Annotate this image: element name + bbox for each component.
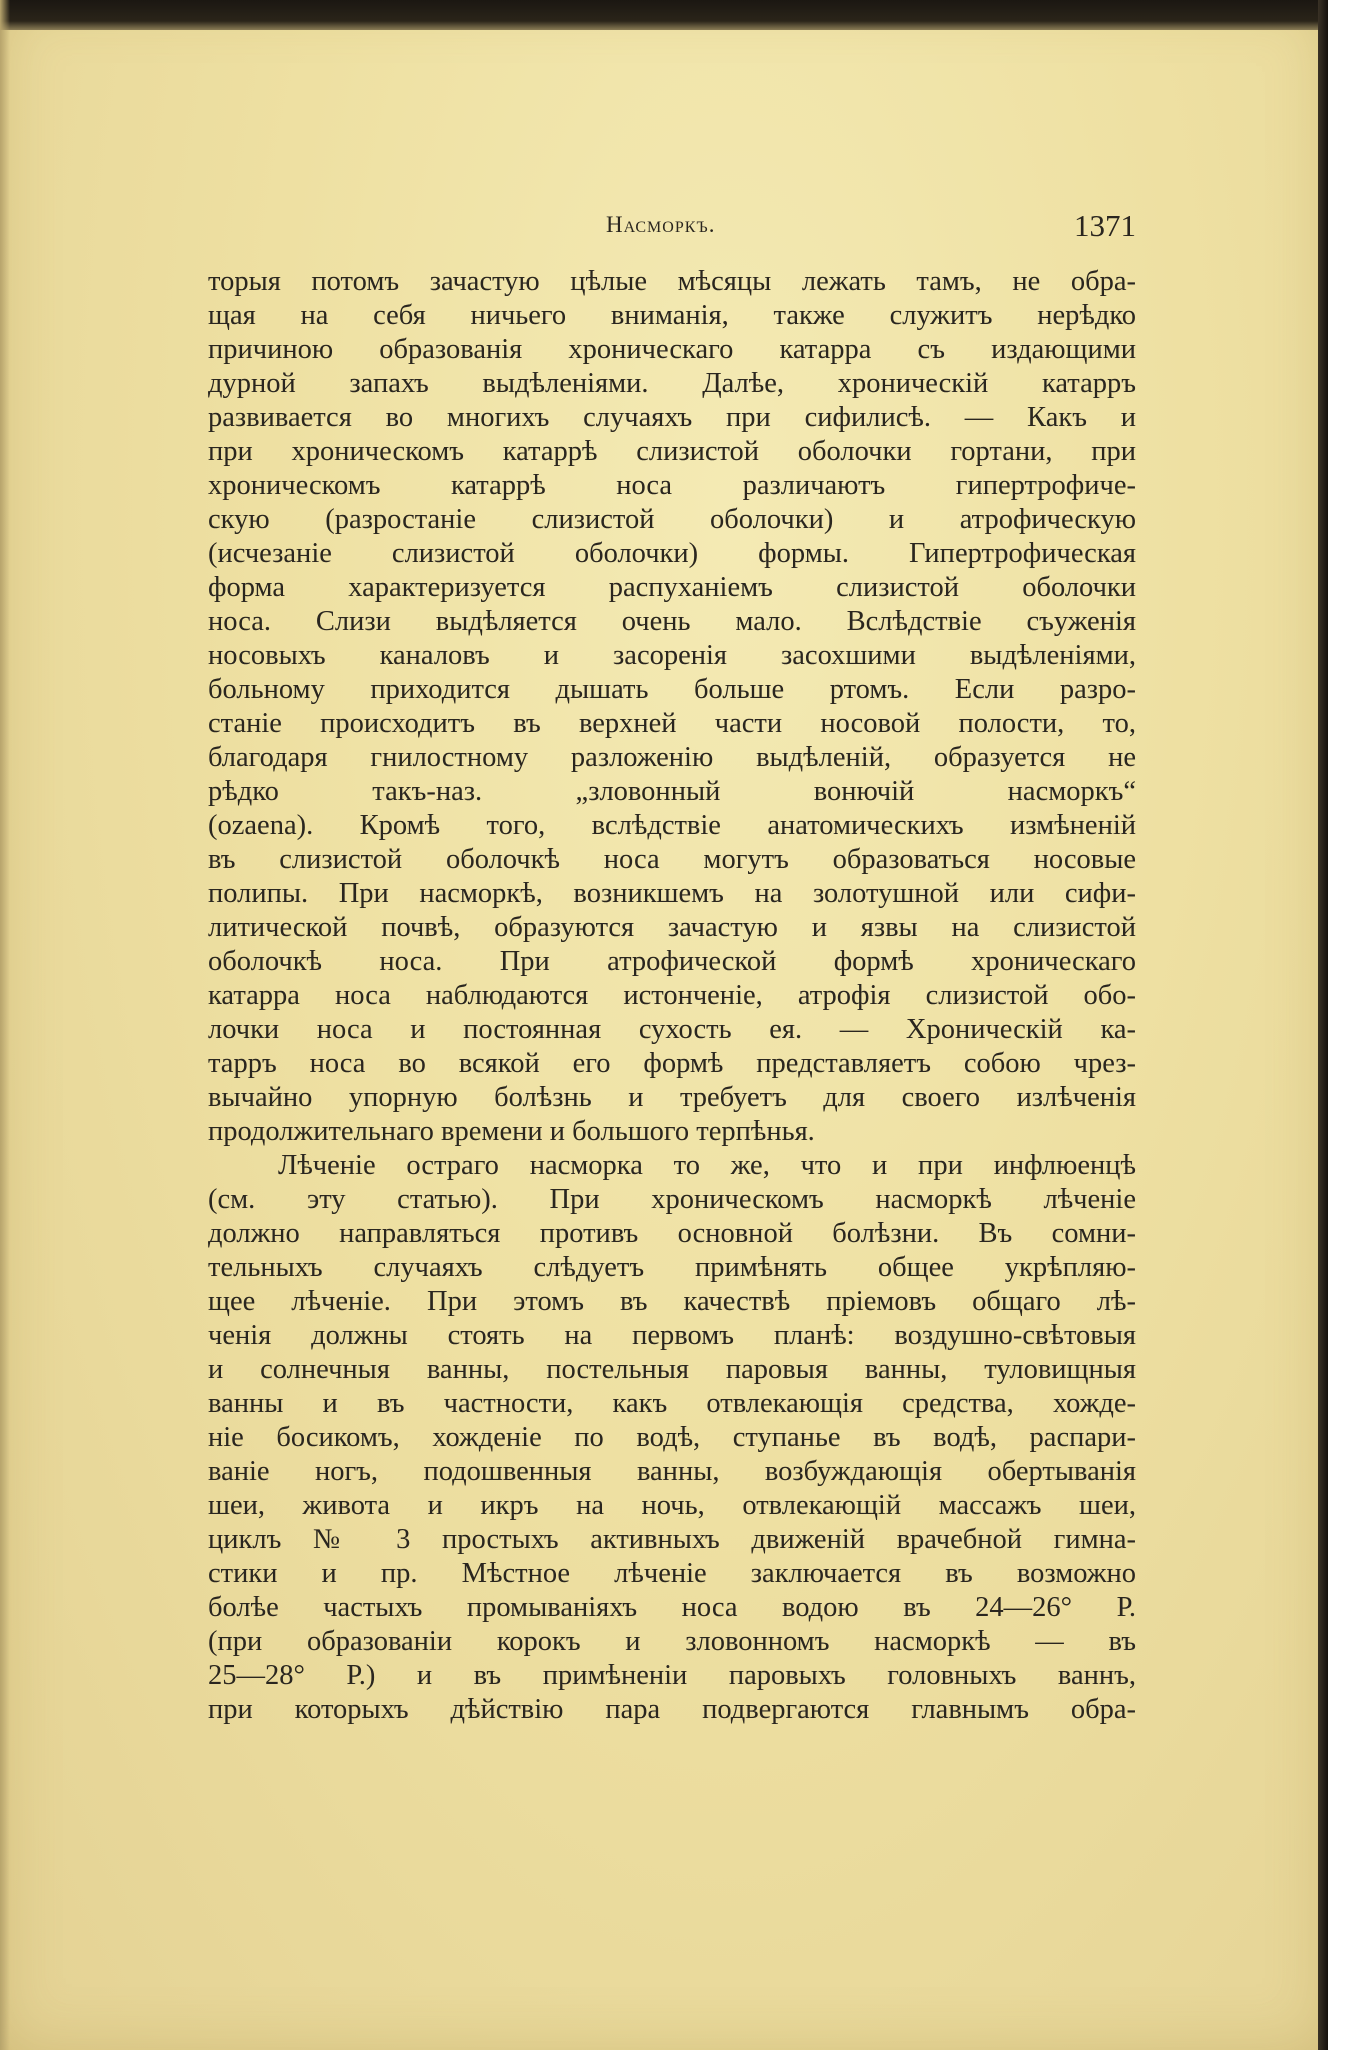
- scan-top-edge: [0, 0, 1328, 30]
- text-line: стики и пр. Мѣстное лѣченіе заключается въ возможно: [208, 1558, 1136, 1589]
- text-line: тарръ носа во всякой его формѣ представляетъ собою чрез-: [208, 1048, 1136, 1079]
- text-line: 25—28° Р.) и въ примѣненіи паровыхъ головныхъ ваннъ,: [208, 1660, 1136, 1691]
- text-line: катарра носа наблюдаются истонченіе, атрофія слизистой обо-: [208, 980, 1136, 1011]
- text-line: щее лѣченіе. При этомъ въ качествѣ пріемовъ общаго лѣ-: [208, 1286, 1136, 1317]
- text-line: причиною образованія хроническаго катарра съ издающими: [208, 334, 1136, 365]
- text-line: развивается во многихъ случаяхъ при сифилисѣ. — Какъ и: [208, 402, 1136, 433]
- text-line: носа. Слизи выдѣляется очень мало. Вслѣдствіе съуженія: [208, 606, 1136, 637]
- text-line: торыя потомъ зачастую цѣлые мѣсяцы лежать тамъ, не обра-: [208, 266, 1136, 297]
- text-line: лочки носа и постоянная сухость ея. — Хроническій ка-: [208, 1014, 1136, 1045]
- text-line: при хроническомъ катаррѣ слизистой оболочки гортани, при: [208, 436, 1136, 467]
- text-line: продолжительнаго времени и большого терпѣнья.: [208, 1116, 815, 1147]
- text-line: ніе босикомъ, хожденіе по водѣ, ступанье въ водѣ, распари-: [208, 1422, 1136, 1453]
- text-line: хроническомъ катаррѣ носа различаютъ гипертрофиче-: [208, 470, 1136, 501]
- text-line: Лѣченіе остраго насморка то же, что и при инфлюенцѣ: [278, 1150, 1136, 1181]
- page-number: 1371: [1074, 208, 1136, 243]
- text-line: форма характеризуется распуханіемъ слизистой оболочки: [208, 572, 1136, 603]
- text-line: при которыхъ дѣйствію пара подвергаются главнымъ обра-: [208, 1694, 1136, 1725]
- page-header: [208, 208, 1136, 248]
- text-line: станіе происходитъ въ верхней части носовой полости, то,: [208, 708, 1136, 739]
- text-line: ванны и въ частности, какъ отвлекающія средства, хожде-: [208, 1388, 1136, 1419]
- text-line: (исчезаніе слизистой оболочки) формы. Гипертрофическая: [208, 538, 1136, 569]
- body-text: [208, 265, 1136, 1727]
- text-line: полипы. При насморкѣ, возникшемъ на золотушной или сифи-: [208, 878, 1136, 909]
- text-line: скую (разростаніе слизистой оболочки) и атрофическую: [208, 504, 1136, 535]
- text-line: и солнечныя ванны, постельныя паровыя ванны, туловищныя: [208, 1354, 1136, 1385]
- text-line: больному приходится дышать больше ртомъ. Если разро-: [208, 674, 1136, 705]
- text-line: оболочкѣ носа. При атрофической формѣ хроническаго: [208, 946, 1136, 977]
- running-title: Насморкъ.: [606, 212, 716, 237]
- text-line: рѣдко такъ-наз. „зловонный вонючій насморкъ“: [208, 776, 1136, 807]
- scan-right-edge: [1318, 0, 1328, 2050]
- text-line: въ слизистой оболочкѣ носа могутъ образоваться носовые: [208, 844, 1136, 875]
- text-line: ваніе ногъ, подошвенныя ванны, возбуждающія обертыванія: [208, 1456, 1136, 1487]
- text-line: (при образованіи корокъ и зловонномъ насморкѣ — въ: [208, 1626, 1136, 1657]
- text-line: ченія должны стоять на первомъ планѣ: воздушно-свѣтовыя: [208, 1320, 1136, 1351]
- text-line: циклъ № 3 простыхъ активныхъ движеній врачебной гимна-: [208, 1524, 1136, 1555]
- text-line: благодаря гнилостному разложенію выдѣленій, образуется не: [208, 742, 1136, 773]
- text-line: (ozaena). Кромѣ того, вслѣдствіе анатомическихъ измѣненій: [208, 810, 1136, 841]
- text-line: носовыхъ каналовъ и засоренія засохшими выдѣленіями,: [208, 640, 1136, 671]
- text-line: должно направляться противъ основной болѣзни. Въ сомни-: [208, 1218, 1136, 1249]
- text-line: щая на себя ничьего вниманія, также служитъ нерѣдко: [208, 300, 1136, 331]
- text-line: болѣе частыхъ промываніяхъ носа водою въ 24—26° Р.: [208, 1592, 1136, 1623]
- text-line: шеи, живота и икръ на ночь, отвлекающій массажъ шеи,: [208, 1490, 1136, 1521]
- text-line: (см. эту статью). При хроническомъ насморкѣ лѣченіе: [208, 1184, 1136, 1215]
- text-line: тельныхъ случаяхъ слѣдуетъ примѣнять общее укрѣпляю-: [208, 1252, 1136, 1283]
- text-line: вычайно упорную болѣзнь и требуетъ для своего излѣченія: [208, 1082, 1136, 1113]
- text-line: литической почвѣ, образуются зачастую и язвы на слизистой: [208, 912, 1136, 943]
- scan-left-edge: [0, 0, 10, 2050]
- text-line: дурной запахъ выдѣленіями. Далѣе, хроническій катарръ: [208, 368, 1136, 399]
